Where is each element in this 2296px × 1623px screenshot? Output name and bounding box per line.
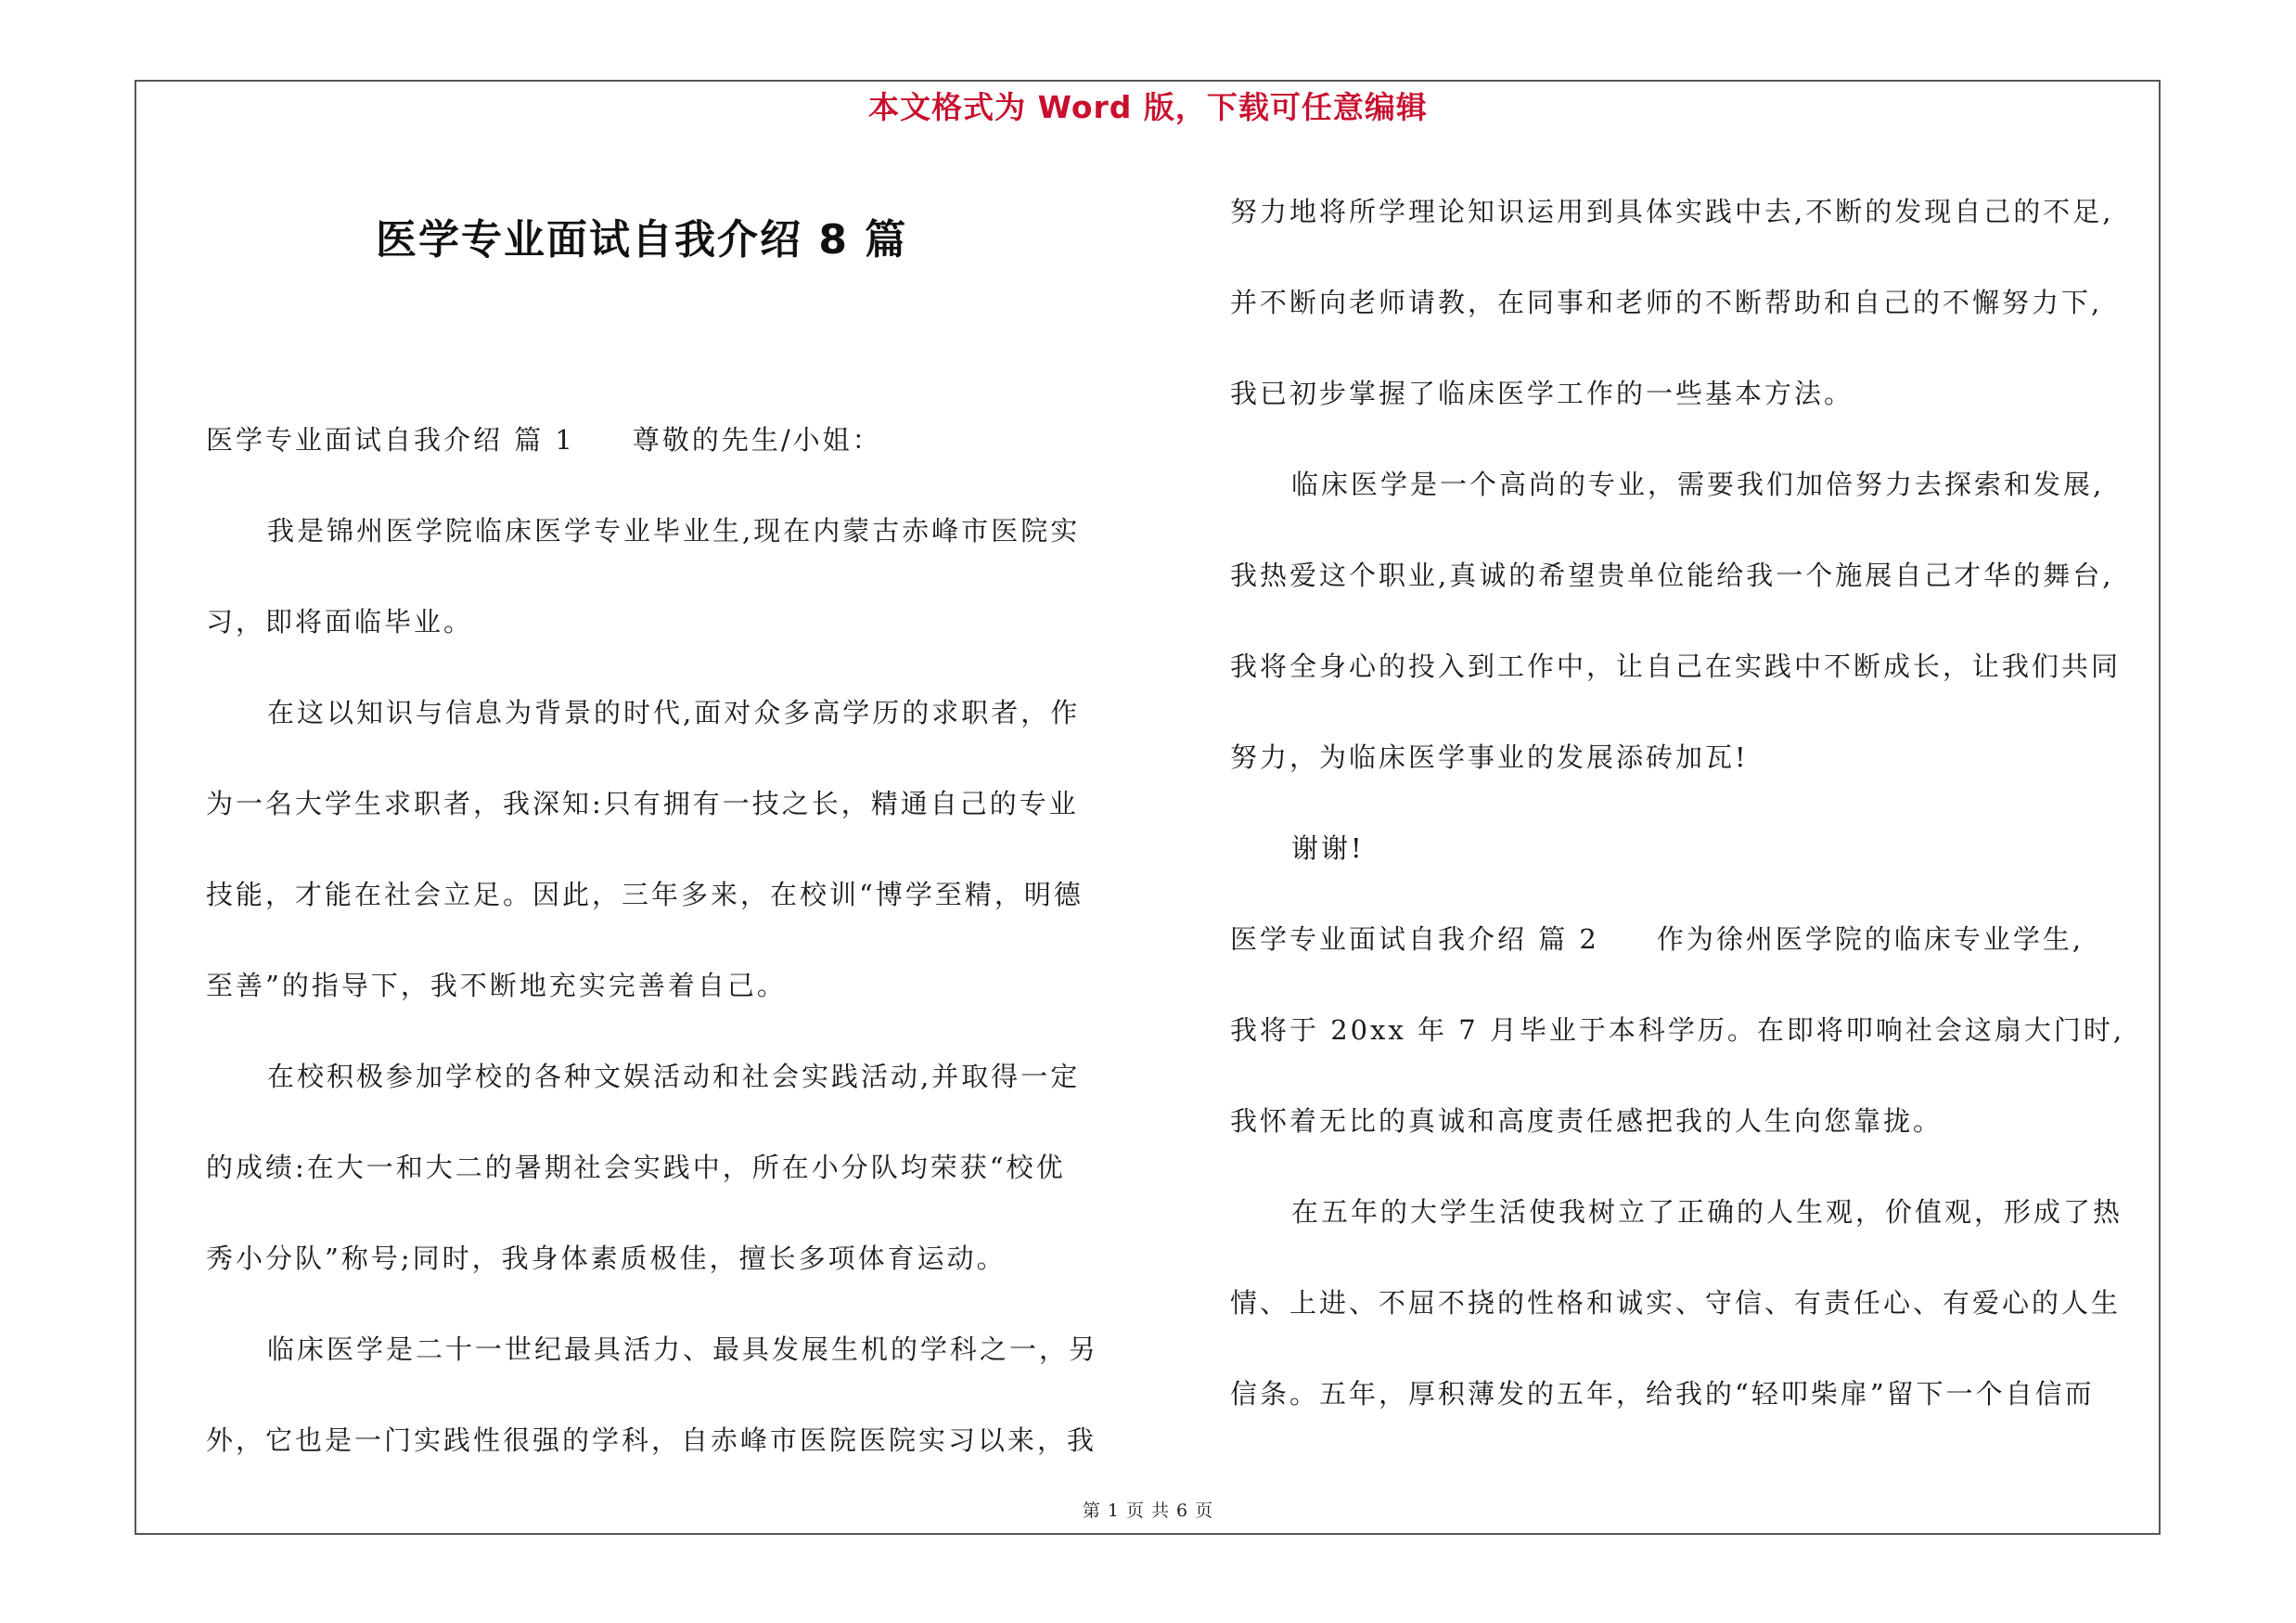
paragraph-line: 临床医学是二十一世纪最具活力、最具发展生机的学科之一，另 [267,1333,1099,1365]
paragraph-line: 我将于 20xx 年 7 月毕业于本科学历。在即将叩响社会这扇大门时, [1230,1014,2125,1046]
paragraph-line: 秀小分队”称号;同时，我身体素质极佳，擅长多项体育运动。 [206,1243,1007,1274]
paragraph-line: 在五年的大学生活使我树立了正确的人生观，价值观，形成了热 [1291,1196,2123,1228]
paragraph-line: 并不断向老师请教，在同事和老师的不断帮助和自己的不懈努力下, [1230,287,2103,318]
section-1-heading: 医学专业面试自我介绍 篇 1 [206,424,575,456]
paragraph-line: 在校积极参加学校的各种文娱活动和社会实践活动,并取得一定 [267,1061,1081,1092]
paragraph-line: 我热爱这个职业,真诚的希望贵单位能给我一个施展自己才华的舞台, [1230,560,2114,591]
paragraph-line: 技能，才能在社会立足。因此，三年多来，在校训“博学至精，明德 [206,879,1084,910]
paragraph-line: 至善”的指导下，我不断地充实完善着自己。 [206,970,787,1001]
paragraph-line: 谢谢! [1291,832,1365,864]
section-2-heading: 医学专业面试自我介绍 篇 2 [1230,923,1599,955]
section-2-heading-line [1230,894,2182,985]
paragraph-line: 努力地将所学理论知识运用到具体实践中去,不断的发现自己的不足, [1230,196,2114,227]
paragraph-line: 在这以知识与信息为背景的时代,面对众多高学历的求职者，作 [267,697,1081,728]
document-title: 医学专业面试自我介绍 8 篇 [376,216,908,264]
paragraph-line: 我将全身心的投入到工作中，让自己在实践中不断成长，让我们共同 [1230,650,2122,682]
left-column [206,394,1126,1486]
paragraph-line: 我怀着无比的真诚和高度责任感把我的人生向您靠拢。 [1230,1105,1943,1137]
paragraph-line: 我已初步掌握了临床医学工作的一些基本方法。 [1230,378,1854,409]
section-1-heading-line [206,394,1126,485]
paragraph-line: 习，即将面临毕业。 [206,606,474,638]
page-footer: 第 1 页 共 6 页 [1082,1501,1214,1521]
section-2-first-line: 作为徐州医学院的临床专业学生, [1656,923,2084,955]
paragraph-line: 临床医学是一个高尚的专业，需要我们加倍努力去探索和发展, [1291,469,2105,500]
paragraph-line: 为一名大学生求职者，我深知:只有拥有一技之长，精通自己的专业 [206,788,1079,819]
section-1-greeting: 尊敬的先生/小姐： [632,424,882,456]
paragraph-line: 我是锦州医学院临床医学专业毕业生,现在内蒙古赤峰市医院实 [267,515,1081,547]
paragraph-line: 的成绩:在大一和大二的暑期社会实践中，所在小分队均荣获“校优 [206,1152,1066,1183]
format-banner: 本文格式为 Word 版，下载可任意编辑 [868,89,1428,125]
paragraph-line: 外，它也是一门实践性很强的学科，自赤峰市医院医院实习以来，我 [206,1424,1097,1456]
right-column [1230,166,2182,1439]
paragraph-line: 努力，为临床医学事业的发展添砖加瓦! [1230,741,1749,773]
paragraph-line: 信条。五年，厚积薄发的五年，给我的“轻叩柴扉”留下一个自信而 [1230,1378,2095,1410]
paragraph-line: 情、上进、不屈不挠的性格和诚实、守信、有责任心、有爱心的人生 [1230,1287,2122,1319]
